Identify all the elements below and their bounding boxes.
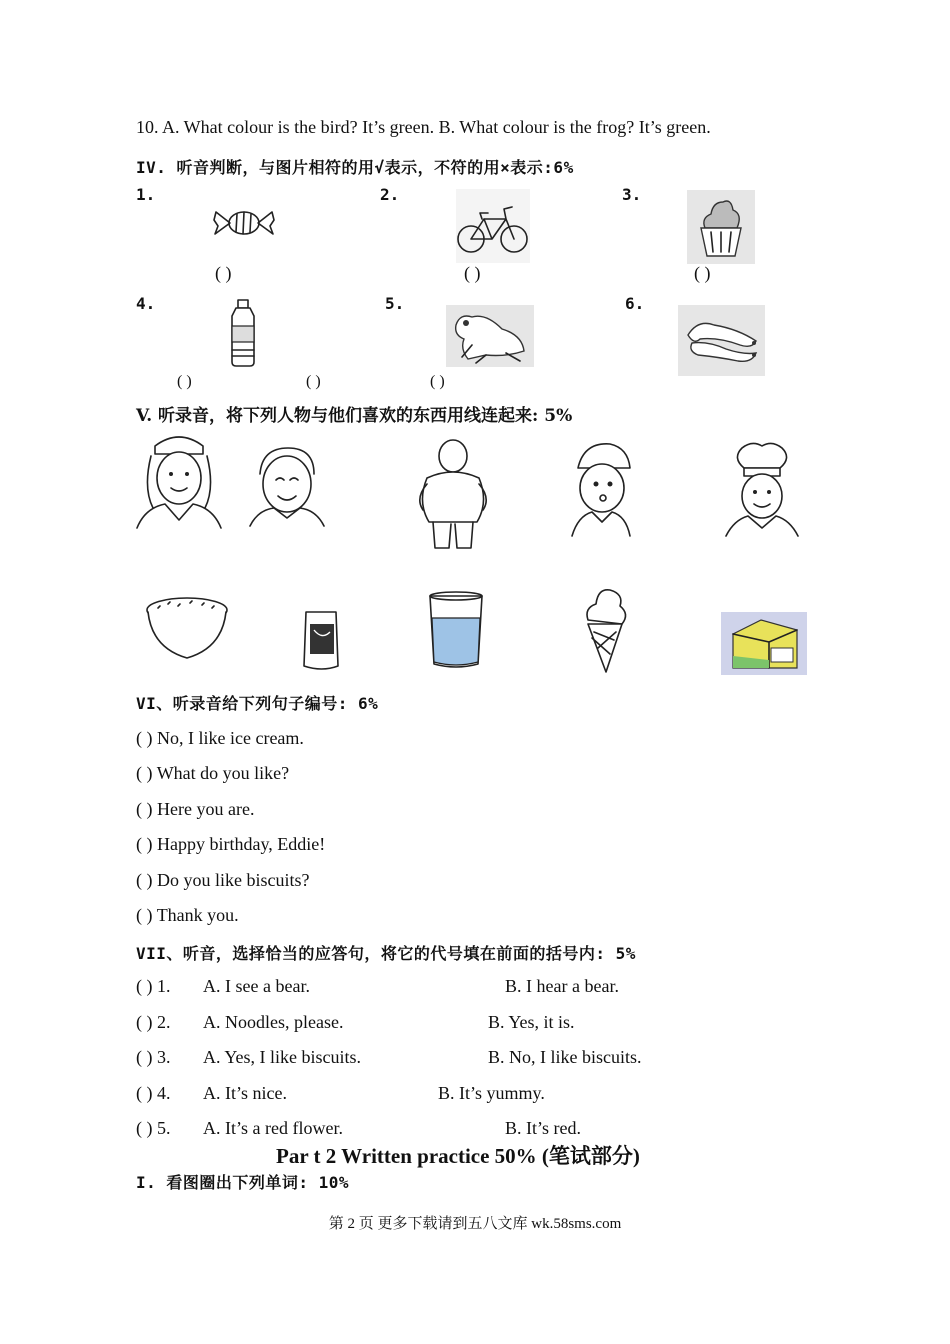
water-bottle-icon: [226, 298, 260, 368]
sentence-text: Happy birthday, Eddie!: [157, 834, 326, 854]
section-7-heading: VII、听音，选择恰当的应答句，将它的代号填在前面的括号内: 5%: [136, 944, 636, 963]
answer-paren[interactable]: ( ): [136, 834, 153, 854]
section-4-heading: IV. 听音判断，与图片相符的用√表示，不符的用×表示:6%: [136, 158, 574, 177]
question-prefix[interactable]: ( ) 4.: [136, 1083, 171, 1103]
boy-cap-icon: [566, 438, 634, 538]
sentence-text: What do you like?: [156, 763, 290, 783]
sentence-text: Do you like biscuits?: [157, 870, 310, 890]
sentence-text: Thank you.: [156, 905, 239, 925]
sentence-row: [136, 799, 254, 820]
answer-paren[interactable]: ( ): [136, 728, 153, 748]
option-a: A. Yes, I like biscuits.: [203, 1047, 362, 1067]
answer-paren[interactable]: ( ): [430, 373, 445, 390]
option-b: B. No, I like biscuits.: [488, 1047, 642, 1067]
part-2-section-1-heading: I. 看图圈出下列单词: 10%: [136, 1173, 350, 1192]
option-b: B. I hear a bear.: [505, 976, 619, 996]
question-prefix[interactable]: ( ) 3.: [136, 1047, 171, 1067]
cola-can-icon: [300, 606, 344, 672]
sentence-row: [136, 834, 325, 855]
answer-paren[interactable]: ( ): [215, 263, 232, 283]
answer-paren[interactable]: ( ): [136, 870, 153, 890]
question-prefix[interactable]: ( ) 2.: [136, 1012, 171, 1032]
ice-cream-cup-icon: [687, 190, 755, 264]
answer-paren[interactable]: ( ): [136, 905, 153, 925]
sentence-text: Here you are.: [157, 799, 255, 819]
item-number: 6.: [625, 294, 645, 313]
answer-paren[interactable]: ( ): [464, 263, 481, 283]
rice-bowl-icon: [144, 596, 230, 662]
fat-man-icon: [413, 438, 493, 553]
answer-paren[interactable]: ( ): [306, 373, 321, 390]
item-number: 1.: [136, 185, 156, 204]
option-a: A. It’s a red flower.: [203, 1118, 343, 1138]
question-prefix[interactable]: ( ) 1.: [136, 976, 171, 996]
sentence-row: [136, 728, 304, 749]
item-number: 4.: [136, 294, 156, 313]
item-number: 2.: [380, 185, 400, 204]
sentence-row: [136, 905, 239, 926]
woman-icon: [135, 428, 223, 530]
section-6-heading: VI、听录音给下列句子编号: 6%: [136, 694, 379, 713]
candy-icon: [212, 196, 276, 248]
item-number: 5.: [385, 294, 405, 313]
page-footer: 第 2 页 更多下载请到五八文库 wk.58sms.com: [328, 1216, 622, 1232]
section-5-heading: V. 听录音，将下列人物与他们喜欢的东西用线连起来: 5%: [136, 406, 573, 426]
chef-girl-icon: [724, 440, 800, 538]
option-b: B. It’s yummy.: [438, 1083, 545, 1103]
sentence-row: [136, 763, 289, 784]
grandma-icon: [248, 444, 326, 528]
glass-of-water-icon: [428, 590, 484, 670]
option-a: A. It’s nice.: [203, 1083, 287, 1103]
option-a: A. I see a bear.: [203, 976, 310, 996]
sentence-text: No, I like ice cream.: [157, 728, 304, 748]
answer-paren[interactable]: ( ): [136, 763, 153, 783]
answer-paren[interactable]: ( ): [694, 263, 711, 283]
option-b: B. Yes, it is.: [488, 1012, 575, 1032]
part-2-title: Par t 2 Written practice 50% (笔试部分): [276, 1144, 640, 1168]
milk-carton-icon: [721, 612, 807, 675]
item-number: 3.: [622, 185, 642, 204]
answer-paren[interactable]: ( ): [136, 799, 153, 819]
listening-question-10: 10. A. What colour is the bird? It’s green. B. What colour is the frog? It’s green.: [136, 117, 711, 137]
sentence-row: [136, 870, 309, 891]
bananas-icon: [678, 305, 765, 376]
frog-icon: [446, 305, 534, 367]
answer-paren[interactable]: ( ): [177, 373, 192, 390]
option-b: B. It’s red.: [505, 1118, 581, 1138]
bicycle-icon: [456, 189, 530, 263]
ice-cream-cone-icon: [580, 584, 630, 674]
option-a: A. Noodles, please.: [203, 1012, 344, 1032]
question-prefix[interactable]: ( ) 5.: [136, 1118, 171, 1138]
